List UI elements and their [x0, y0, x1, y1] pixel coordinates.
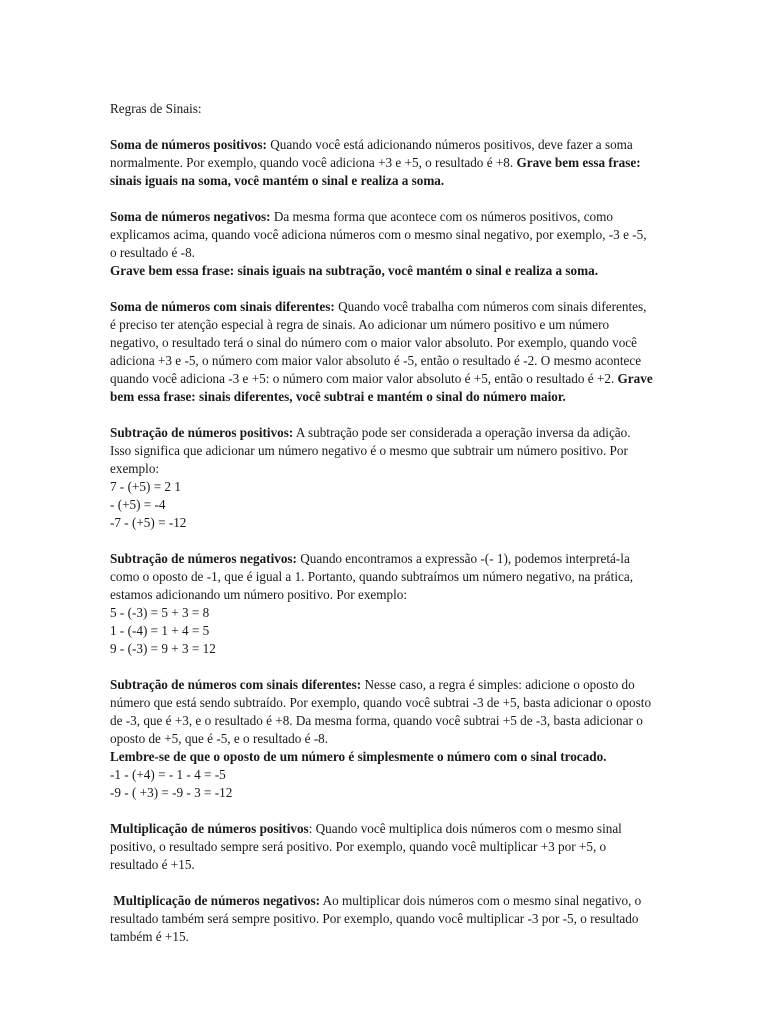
document-page — [110, 100, 700, 964]
body-text: negativo, o resultado terá o sinal do número com o maior valor absoluto. Por exemplo, quando você — [110, 335, 638, 350]
body-text: normalmente. Por exemplo, quando você adiciona +3 e +5, o resultado é +8. — [110, 155, 517, 170]
text-line — [110, 748, 700, 766]
text-line — [110, 622, 700, 640]
text-line — [110, 514, 700, 532]
body-text: resultado é +15. — [110, 857, 195, 872]
text-line — [110, 478, 700, 496]
body-text: 5 - (-3) = 5 + 3 = 8 — [110, 605, 210, 620]
body-text: Quando você trabalha com números com sinais diferentes, — [334, 299, 647, 314]
text-line — [110, 496, 700, 514]
text-line — [110, 820, 700, 838]
body-text: Ao multiplicar dois números com o mesmo sinal negativo, o — [320, 893, 642, 908]
body-text: oposto de +5, que é -5, e o resultado é -8. — [110, 731, 329, 746]
text-line — [110, 838, 700, 856]
text-line — [110, 172, 700, 190]
body-text: : Quando você multiplica dois números com o mesmo sinal — [308, 821, 622, 836]
rule-paragraph — [110, 424, 700, 532]
body-text: é preciso ter atenção especial à regra de sinais. Ao adicionar um número positivo e um número — [110, 317, 610, 332]
text-line — [110, 856, 700, 874]
body-text: Isso significa que adicionar um número negativo é o mesmo que subtrair um número positivo. Por — [110, 443, 628, 458]
text-line — [110, 154, 700, 172]
text-line — [110, 676, 700, 694]
text-line — [110, 352, 700, 370]
text-line — [110, 388, 700, 406]
text-line — [110, 928, 700, 946]
text-line — [110, 262, 700, 280]
body-text: de -3, que é +3, e o resultado é +8. Da mesma forma, quando você subtrai +5 de -3, basta adicionar o — [110, 713, 643, 728]
bold-text: Grave bem essa frase: sinais iguais na subtração, você mantém o sinal e realiza a soma. — [110, 263, 599, 278]
text-line — [110, 244, 700, 262]
bold-text: bem essa frase: sinais diferentes, você subtrai e mantém o sinal do número maior. — [110, 389, 566, 404]
bold-text: Soma de números negativos: — [110, 209, 271, 224]
text-line — [110, 892, 700, 910]
body-text: também é +15. — [110, 929, 189, 944]
body-text: Quando você está adicionando números positivos, deve fazer a soma — [266, 137, 633, 152]
rules-sections — [110, 136, 700, 946]
text-line — [110, 226, 700, 244]
body-text: adiciona +3 e -5, o número com maior valor absoluto é -5, então o resultado é -2. O mesmo acontece — [110, 353, 642, 368]
rule-paragraph — [110, 298, 700, 406]
text-line — [110, 730, 700, 748]
body-text: exemplo: — [110, 461, 160, 476]
bold-text: Multiplicação de números negativos: — [110, 893, 321, 908]
bold-text: Subtração de números negativos: — [110, 551, 297, 566]
body-text: - (+5) = -4 — [110, 497, 166, 512]
text-line — [110, 712, 700, 730]
text-line — [110, 442, 700, 460]
text-line — [110, 910, 700, 928]
bold-text: Subtração de números positivos: — [110, 425, 294, 440]
body-text: -1 - (+4) = - 1 - 4 = -5 — [110, 767, 226, 782]
body-text: quando você adiciona -3 e +5: o número com maior valor absoluto é +5, então o resultado é +2. — [110, 371, 618, 386]
body-text: o resultado é -8. — [110, 245, 195, 260]
rule-paragraph — [110, 892, 700, 946]
text-line — [110, 136, 700, 154]
text-line — [110, 568, 700, 586]
text-line — [110, 316, 700, 334]
rule-paragraph — [110, 208, 700, 280]
body-text: Da mesma forma que acontece com os números positivos, como — [270, 209, 613, 224]
text-line — [110, 334, 700, 352]
text-line — [110, 550, 700, 568]
body-text: 1 - (-4) = 1 + 4 = 5 — [110, 623, 210, 638]
text-line — [110, 604, 700, 622]
rule-paragraph — [110, 550, 700, 658]
bold-text: Lembre-se de que o oposto de um número é simplesmente o número com o sinal trocado. — [110, 749, 607, 764]
text-line — [110, 460, 700, 478]
body-text: -9 - ( +3) = -9 - 3 = -12 — [110, 785, 233, 800]
text-line — [110, 640, 700, 658]
body-text: 9 - (-3) = 9 + 3 = 12 — [110, 641, 216, 656]
body-text: Quando encontramos a expressão -(- 1), podemos interpretá-la — [296, 551, 630, 566]
rule-paragraph — [110, 136, 700, 190]
body-text: estamos adicionando um número positivo. Por exemplo: — [110, 587, 408, 602]
rule-paragraph — [110, 820, 700, 874]
bold-text: Grave — [617, 371, 653, 386]
body-text: positivo, o resultado sempre será positivo. Por exemplo, quando você multiplicar +3 por +5, o — [110, 839, 607, 854]
body-text: -7 - (+5) = -12 — [110, 515, 187, 530]
text-line — [110, 208, 700, 226]
bold-text: sinais iguais na soma, você mantém o sinal e realiza a soma. — [110, 173, 445, 188]
body-text: como o oposto de -1, que é igual a 1. Portanto, quando subtraímos um número negativo, na prática, — [110, 569, 633, 584]
body-text: número que está sendo subtraído. Por exemplo, quando você subtrai -3 de +5, basta adicionar o oposto — [110, 695, 652, 710]
body-text: A subtração pode ser considerada a operação inversa da adição. — [293, 425, 631, 440]
bold-text: Soma de números positivos: — [110, 137, 267, 152]
text-line — [110, 694, 700, 712]
text-line — [110, 784, 700, 802]
body-text: resultado também será sempre positivo. Por exemplo, quando você multiplicar -3 por -5, o resultado — [110, 911, 639, 926]
bold-text: Subtração de números com sinais diferentes: — [110, 677, 362, 692]
bold-text: Soma de números com sinais diferentes: — [110, 299, 335, 314]
body-text: Nesse caso, a regra é simples: adicione o oposto do — [361, 677, 635, 692]
page-title: Regras de Sinais: — [110, 101, 202, 116]
text-line — [110, 370, 700, 388]
rule-paragraph — [110, 676, 700, 802]
body-text: explicamos acima, quando você adiciona números com o mesmo sinal negativo, por exemplo, -3 e -5, — [110, 227, 647, 242]
bold-text: Multiplicação de números positivos — [110, 821, 309, 836]
text-line — [110, 424, 700, 442]
text-line — [110, 766, 700, 784]
text-line — [110, 586, 700, 604]
bold-text: Grave bem essa frase: — [516, 155, 641, 170]
text-line — [110, 298, 700, 316]
body-text: 7 - (+5) = 2 1 — [110, 479, 181, 494]
